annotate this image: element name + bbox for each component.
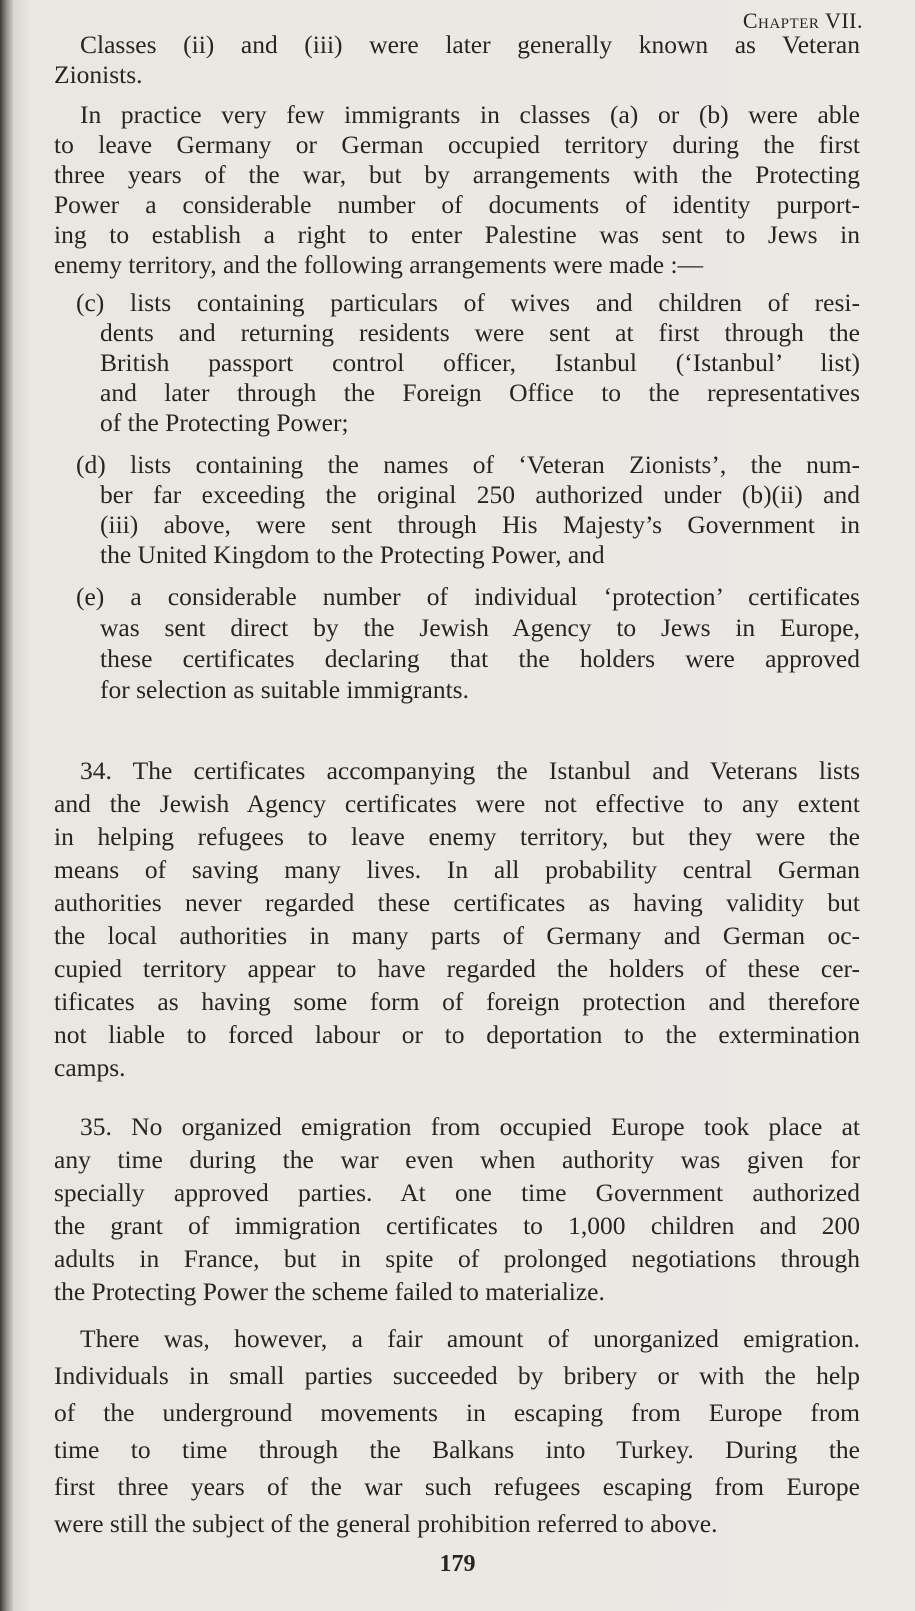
paragraph-line: first three years of the war such refugees escaping from Europe bbox=[54, 1472, 860, 1501]
paragraph-line: There was, however, a fair amount of unorganized emigration. bbox=[80, 1324, 860, 1353]
list-item-line: British passport control officer, Istanbul (‘Istanbul’ list) bbox=[100, 348, 860, 377]
paragraph-line: camps. bbox=[54, 1053, 126, 1082]
list-item-line: and later through the Foreign Office to the representatives bbox=[100, 378, 860, 407]
paragraph-line: the local authorities in many parts of Germany and German oc- bbox=[54, 921, 860, 950]
paragraph-line: time to time through the Balkans into Turkey. During the bbox=[54, 1435, 860, 1464]
list-item-line: (e) a considerable number of individual ‘protection’ certificates bbox=[76, 582, 860, 611]
paragraph-line: Classes (ii) and (iii) were later generally known as Veteran bbox=[80, 30, 860, 59]
list-item-line: the United Kingdom to the Protecting Power, and bbox=[100, 540, 605, 569]
list-item-line: dents and returning residents were sent at first through the bbox=[100, 318, 860, 347]
paragraph-line: were still the subject of the general prohibition referred to above. bbox=[54, 1509, 718, 1538]
list-item-line: these certificates declaring that the holders were approved bbox=[100, 644, 860, 673]
paragraph-line: not liable to forced labour or to deportation to the extermination bbox=[54, 1020, 860, 1049]
paragraph-line: three years of the war, but by arrangements with the Protecting bbox=[54, 160, 860, 189]
paragraph-line: to leave Germany or German occupied territory during the first bbox=[54, 130, 860, 159]
paragraph-line: Zionists. bbox=[54, 60, 143, 89]
paragraph-line: means of saving many lives. In all probability central German bbox=[54, 855, 860, 884]
paragraph-line: 35. No organized emigration from occupied Europe took place at bbox=[80, 1112, 860, 1141]
paragraph-line: In practice very few immigrants in classes (a) or (b) were able bbox=[80, 100, 860, 129]
paragraph-line: in helping refugees to leave enemy territory, but they were the bbox=[54, 822, 860, 851]
paragraph-line: enemy territory, and the following arrangements were made :— bbox=[54, 250, 704, 279]
list-item-line: of the Protecting Power; bbox=[100, 408, 349, 437]
paragraph-line: specially approved parties. At one time Government authorized bbox=[54, 1178, 860, 1207]
paragraph-line: of the underground movements in escaping from Europe from bbox=[54, 1398, 860, 1427]
paragraph-line: any time during the war even when authority was given for bbox=[54, 1145, 860, 1174]
paragraph-line: adults in France, but in spite of prolonged negotiations through bbox=[54, 1244, 860, 1273]
paragraph-line: the grant of immigration certificates to 1,000 children and 200 bbox=[54, 1211, 860, 1240]
list-item-line: was sent direct by the Jewish Agency to Jews in Europe, bbox=[100, 613, 860, 642]
paragraph-line: and the Jewish Agency certificates were not effective to any extent bbox=[54, 789, 860, 818]
page-number: 179 bbox=[439, 1551, 476, 1577]
paragraph-line: Individuals in small parties succeeded by bribery or with the help bbox=[54, 1361, 860, 1390]
paragraph-line: cupied territory appear to have regarded the holders of these cer- bbox=[54, 954, 860, 983]
paragraph-line: ing to establish a right to enter Palestine was sent to Jews in bbox=[54, 220, 860, 249]
list-item-line: (iii) above, were sent through His Majesty’s Government in bbox=[100, 510, 860, 539]
list-item-line: for selection as suitable immigrants. bbox=[100, 675, 469, 704]
paragraph-line: Power a considerable number of documents of identity purport- bbox=[54, 190, 860, 219]
paragraph-line: tificates as having some form of foreign protection and therefore bbox=[54, 987, 860, 1016]
list-item-line: (d) lists containing the names of ‘Veteran Zionists’, the num- bbox=[76, 450, 860, 479]
paragraph-line: the Protecting Power the scheme failed to materialize. bbox=[54, 1277, 605, 1306]
paragraph-line: authorities never regarded these certificates as having validity but bbox=[54, 888, 860, 917]
list-item-line: ber far exceeding the original 250 authorized under (b)(ii) and bbox=[100, 480, 860, 509]
paragraph-line: 34. The certificates accompanying the Istanbul and Veterans lists bbox=[80, 756, 860, 785]
chapter-header: Chapter VII. bbox=[742, 8, 863, 33]
list-item-line: (c) lists containing particulars of wives and children of resi- bbox=[76, 288, 860, 317]
